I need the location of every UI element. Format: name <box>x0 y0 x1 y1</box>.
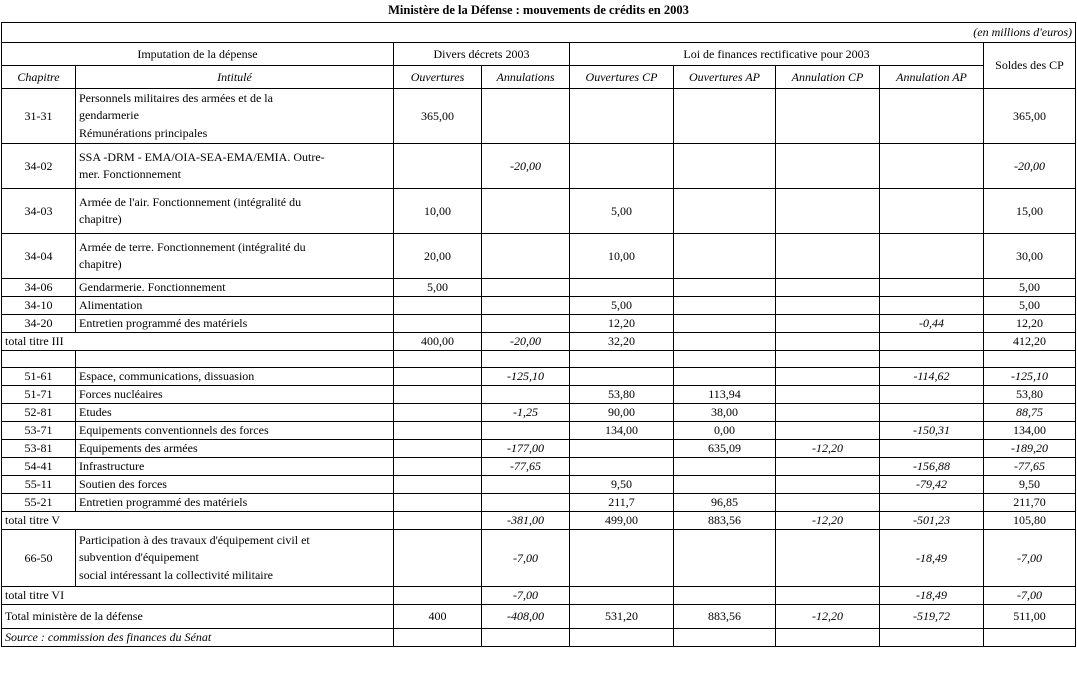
cell-soldes: -20,00 <box>984 144 1076 189</box>
intitule-line: Armée de l'air. Fonctionnement (intégralité du <box>79 194 302 209</box>
cell-chapitre: 51-61 <box>2 368 76 386</box>
total-annulation-ap <box>880 333 984 351</box>
total-ouvertures <box>394 587 482 605</box>
cell-intitule: Forces nucléaires <box>76 386 394 404</box>
cell-annulations: -20,00 <box>482 144 570 189</box>
cell-intitule: Etudes <box>76 404 394 422</box>
total-annulation-cp: -12,20 <box>776 605 880 629</box>
cell-annulations <box>482 494 570 512</box>
table-row <box>2 476 1076 494</box>
cell-annulations <box>482 234 570 279</box>
total-ouvertures-cp: 499,00 <box>570 512 674 530</box>
table-row <box>2 234 1076 279</box>
cell-annulation-ap <box>880 144 984 189</box>
cell-soldes: 88,75 <box>984 404 1076 422</box>
cell-ouvertures-ap <box>674 89 776 144</box>
cell-chapitre: 66-50 <box>2 530 76 587</box>
cell-annulations <box>482 89 570 144</box>
cell-annulations <box>482 315 570 333</box>
cell-ouvertures <box>394 458 482 476</box>
cell-ouvertures-cp <box>570 440 674 458</box>
total-label: total titre V <box>2 512 394 530</box>
total-annulations: -7,00 <box>482 587 570 605</box>
intitule-line: mer. Fonctionnement <box>79 167 181 182</box>
cell-annulation-ap: -79,42 <box>880 476 984 494</box>
cell-chapitre: 55-21 <box>2 494 76 512</box>
cell-annulation-cp <box>776 404 880 422</box>
header-sub-row <box>2 66 1076 89</box>
total-row-titre-v <box>2 512 1076 530</box>
cell-ouvertures-cp <box>570 530 674 587</box>
total-soldes: 105,80 <box>984 512 1076 530</box>
header-ouvertures: Ouvertures <box>394 66 482 89</box>
cell-ouvertures <box>394 386 482 404</box>
total-annulation-cp <box>776 587 880 605</box>
table-row <box>2 297 1076 315</box>
cell-ouvertures: 365,00 <box>394 89 482 144</box>
cell-soldes: 53,80 <box>984 386 1076 404</box>
cell-annulation-ap <box>880 297 984 315</box>
source-empty-cell <box>880 629 984 647</box>
source-empty-cell <box>570 629 674 647</box>
cell-chapitre: 31-31 <box>2 89 76 144</box>
cell-ouvertures-ap <box>674 368 776 386</box>
total-ouvertures-ap: 883,56 <box>674 605 776 629</box>
total-soldes: 511,00 <box>984 605 1076 629</box>
cell-annulation-cp <box>776 279 880 297</box>
intitule-line: subvention d'équipement <box>79 550 199 565</box>
cell-soldes: 9,50 <box>984 476 1076 494</box>
intitule-line: Personnels militaires des armées et de la <box>79 91 273 105</box>
header-intitule: Intitulé <box>76 66 394 89</box>
intitule-line: social intéressant la collectivité militaire <box>79 567 273 582</box>
cell-ouvertures-ap <box>674 279 776 297</box>
spacer-cell <box>674 351 776 368</box>
cell-intitule: Equipements des armées <box>76 440 394 458</box>
cell-intitule <box>76 189 394 234</box>
total-annulation-ap: -519,72 <box>880 605 984 629</box>
cell-annulations <box>482 422 570 440</box>
intitule-line: chapitre) <box>79 212 122 227</box>
cell-ouvertures <box>394 440 482 458</box>
total-annulations: -20,00 <box>482 333 570 351</box>
cell-chapitre: 53-71 <box>2 422 76 440</box>
cell-annulation-ap <box>880 440 984 458</box>
cell-annulation-ap: -114,62 <box>880 368 984 386</box>
cell-ouvertures <box>394 144 482 189</box>
intitule-line: Participation à des travaux d'équipement civil et <box>79 533 310 548</box>
total-label: total titre VI <box>2 587 394 605</box>
spacer-cell <box>2 351 76 368</box>
cell-ouvertures-ap <box>674 189 776 234</box>
cell-ouvertures-ap <box>674 476 776 494</box>
cell-annulation-ap: -0,44 <box>880 315 984 333</box>
spacer-cell <box>776 351 880 368</box>
source-row <box>2 629 1076 647</box>
cell-ouvertures <box>394 404 482 422</box>
cell-annulations: -7,00 <box>482 530 570 587</box>
table-row <box>2 422 1076 440</box>
cell-annulation-cp <box>776 458 880 476</box>
cell-intitule: Espace, communications, dissuasion <box>76 368 394 386</box>
table-row <box>2 279 1076 297</box>
cell-ouvertures-cp: 5,00 <box>570 189 674 234</box>
cell-soldes: 5,00 <box>984 279 1076 297</box>
cell-ouvertures-cp <box>570 144 674 189</box>
cell-annulation-cp <box>776 368 880 386</box>
header-divers-decrets: Divers décrets 2003 <box>394 43 570 66</box>
total-row-titre-vi <box>2 587 1076 605</box>
table-row <box>2 458 1076 476</box>
source-empty-cell <box>776 629 880 647</box>
cell-annulation-ap: -156,88 <box>880 458 984 476</box>
source-empty-cell <box>482 629 570 647</box>
cell-annulation-ap: -150,31 <box>880 422 984 440</box>
cell-soldes: 30,00 <box>984 234 1076 279</box>
cell-annulations: -77,65 <box>482 458 570 476</box>
cell-ouvertures <box>394 315 482 333</box>
cell-annulation-cp <box>776 297 880 315</box>
cell-ouvertures-cp: 10,00 <box>570 234 674 279</box>
cell-annulations <box>482 189 570 234</box>
spacer-cell <box>394 351 482 368</box>
total-annulation-cp: -12,20 <box>776 512 880 530</box>
table-row <box>2 315 1076 333</box>
spacer-cell <box>76 351 394 368</box>
cell-soldes: -189,20 <box>984 440 1076 458</box>
cell-intitule <box>76 530 394 587</box>
cell-annulation-cp <box>776 386 880 404</box>
total-soldes: 412,20 <box>984 333 1076 351</box>
cell-chapitre: 34-10 <box>2 297 76 315</box>
cell-annulation-cp <box>776 89 880 144</box>
cell-ouvertures-ap: 635,09 <box>674 440 776 458</box>
table-row <box>2 440 1076 458</box>
header-annulations: Annulations <box>482 66 570 89</box>
total-ouvertures-ap <box>674 587 776 605</box>
cell-ouvertures-cp: 134,00 <box>570 422 674 440</box>
total-ouvertures-ap: 883,56 <box>674 512 776 530</box>
total-row-general <box>2 605 1076 629</box>
total-annulation-cp <box>776 333 880 351</box>
cell-ouvertures-ap: 113,94 <box>674 386 776 404</box>
header-lfr: Loi de finances rectificative pour 2003 <box>570 43 984 66</box>
cell-chapitre: 55-11 <box>2 476 76 494</box>
cell-soldes: -125,10 <box>984 368 1076 386</box>
total-ouvertures: 400,00 <box>394 333 482 351</box>
cell-ouvertures-ap <box>674 297 776 315</box>
cell-annulation-ap <box>880 386 984 404</box>
header-annulation-cp: Annulation CP <box>776 66 880 89</box>
cell-annulation-cp: -12,20 <box>776 440 880 458</box>
cell-intitule: Infrastructure <box>76 458 394 476</box>
cell-ouvertures-ap <box>674 530 776 587</box>
table-row <box>2 530 1076 587</box>
spacer-cell <box>984 351 1076 368</box>
cell-chapitre: 54-41 <box>2 458 76 476</box>
cell-ouvertures-cp <box>570 368 674 386</box>
cell-ouvertures-ap <box>674 458 776 476</box>
cell-ouvertures-ap <box>674 315 776 333</box>
cell-annulation-cp <box>776 530 880 587</box>
intitule-line: Rémunérations principales <box>79 125 208 140</box>
units-note: (en millions d'euros) <box>2 23 1076 43</box>
total-annulations: -381,00 <box>482 512 570 530</box>
table-row <box>2 89 1076 144</box>
cell-annulation-ap <box>880 234 984 279</box>
total-label: total titre III <box>2 333 394 351</box>
cell-intitule: Alimentation <box>76 297 394 315</box>
cell-annulation-ap <box>880 279 984 297</box>
cell-chapitre: 53-81 <box>2 440 76 458</box>
cell-annulation-cp <box>776 494 880 512</box>
cell-ouvertures <box>394 422 482 440</box>
total-ouvertures-ap <box>674 333 776 351</box>
cell-intitule: Entretien programmé des matériels <box>76 315 394 333</box>
cell-annulations <box>482 279 570 297</box>
cell-ouvertures <box>394 368 482 386</box>
cell-annulations <box>482 386 570 404</box>
spacer-cell <box>570 351 674 368</box>
cell-soldes: 5,00 <box>984 297 1076 315</box>
cell-intitule: Soutien des forces <box>76 476 394 494</box>
cell-soldes: 15,00 <box>984 189 1076 234</box>
total-ouvertures-cp: 32,20 <box>570 333 674 351</box>
cell-soldes: 365,00 <box>984 89 1076 144</box>
cell-intitule: Entretien programmé des matériels <box>76 494 394 512</box>
total-ouvertures-cp: 531,20 <box>570 605 674 629</box>
cell-annulation-ap <box>880 404 984 422</box>
cell-ouvertures-ap <box>674 144 776 189</box>
total-ouvertures-cp <box>570 587 674 605</box>
cell-intitule: Equipements conventionnels des forces <box>76 422 394 440</box>
cell-ouvertures <box>394 297 482 315</box>
cell-annulations <box>482 476 570 494</box>
cell-ouvertures: 5,00 <box>394 279 482 297</box>
cell-ouvertures-cp: 211,7 <box>570 494 674 512</box>
header-group-row <box>2 43 1076 66</box>
header-ouvertures-ap: Ouvertures AP <box>674 66 776 89</box>
cell-annulation-ap <box>880 494 984 512</box>
header-ouvertures-cp: Ouvertures CP <box>570 66 674 89</box>
spacer-row <box>2 351 1076 368</box>
table-row <box>2 144 1076 189</box>
cell-ouvertures-cp <box>570 89 674 144</box>
source-note: Source : commission des finances du Sénat <box>2 629 394 647</box>
cell-annulation-ap: -18,49 <box>880 530 984 587</box>
source-empty-cell <box>674 629 776 647</box>
cell-annulation-cp <box>776 422 880 440</box>
cell-chapitre: 34-02 <box>2 144 76 189</box>
cell-soldes: 12,20 <box>984 315 1076 333</box>
cell-chapitre: 34-20 <box>2 315 76 333</box>
credits-table <box>1 22 1076 647</box>
cell-ouvertures-ap: 38,00 <box>674 404 776 422</box>
cell-ouvertures <box>394 530 482 587</box>
cell-ouvertures-cp: 5,00 <box>570 297 674 315</box>
cell-chapitre: 34-03 <box>2 189 76 234</box>
table-row <box>2 189 1076 234</box>
spacer-cell <box>482 351 570 368</box>
intitule-line: Armée de terre. Fonctionnement (intégralité du <box>79 239 306 254</box>
units-row <box>2 23 1076 43</box>
cell-annulation-cp <box>776 234 880 279</box>
table-row <box>2 404 1076 422</box>
cell-intitule <box>76 144 394 189</box>
cell-chapitre: 34-04 <box>2 234 76 279</box>
cell-ouvertures-ap: 96,85 <box>674 494 776 512</box>
table-row <box>2 494 1076 512</box>
cell-annulations: -125,10 <box>482 368 570 386</box>
source-empty-cell <box>394 629 482 647</box>
cell-annulation-cp <box>776 476 880 494</box>
cell-annulations: -177,00 <box>482 440 570 458</box>
cell-ouvertures-cp <box>570 458 674 476</box>
total-row-titre-iii <box>2 333 1076 351</box>
total-annulation-ap: -18,49 <box>880 587 984 605</box>
cell-ouvertures-cp: 12,20 <box>570 315 674 333</box>
source-empty-cell <box>984 629 1076 647</box>
cell-ouvertures-cp: 53,80 <box>570 386 674 404</box>
cell-soldes: 211,70 <box>984 494 1076 512</box>
total-ouvertures <box>394 512 482 530</box>
header-soldes-cp: Soldes des CP <box>984 43 1076 89</box>
cell-soldes: 134,00 <box>984 422 1076 440</box>
cell-ouvertures: 20,00 <box>394 234 482 279</box>
cell-annulations: -1,25 <box>482 404 570 422</box>
intitule-line: chapitre) <box>79 257 122 272</box>
header-imputation: Imputation de la dépense <box>2 43 394 66</box>
cell-annulation-ap <box>880 189 984 234</box>
header-annulation-ap: Annulation AP <box>880 66 984 89</box>
total-annulations: -408,00 <box>482 605 570 629</box>
cell-soldes: -77,65 <box>984 458 1076 476</box>
cell-intitule <box>76 89 394 144</box>
table-row <box>2 368 1076 386</box>
page-title: Ministère de la Défense : mouvements de crédits en 2003 <box>388 3 689 17</box>
total-annulation-ap: -501,23 <box>880 512 984 530</box>
cell-annulation-cp <box>776 189 880 234</box>
intitule-line: SSA -DRM - EMA/OIA-SEA-EMA/EMIA. Outre- <box>79 149 325 164</box>
cell-chapitre: 34-06 <box>2 279 76 297</box>
total-soldes: -7,00 <box>984 587 1076 605</box>
cell-annulation-ap <box>880 89 984 144</box>
cell-intitule <box>76 234 394 279</box>
cell-soldes: -7,00 <box>984 530 1076 587</box>
cell-ouvertures-cp: 9,50 <box>570 476 674 494</box>
spacer-cell <box>880 351 984 368</box>
cell-annulation-cp <box>776 144 880 189</box>
cell-ouvertures <box>394 494 482 512</box>
cell-ouvertures-ap: 0,00 <box>674 422 776 440</box>
cell-ouvertures-ap <box>674 234 776 279</box>
cell-ouvertures: 10,00 <box>394 189 482 234</box>
cell-annulation-cp <box>776 315 880 333</box>
cell-ouvertures-cp <box>570 279 674 297</box>
cell-intitule: Gendarmerie. Fonctionnement <box>76 279 394 297</box>
intitule-line: gendarmerie <box>79 108 139 123</box>
total-ouvertures: 400 <box>394 605 482 629</box>
cell-chapitre: 52-81 <box>2 404 76 422</box>
cell-chapitre: 51-71 <box>2 386 76 404</box>
table-row <box>2 386 1076 404</box>
total-label: Total ministère de la défense <box>2 605 394 629</box>
cell-annulations <box>482 297 570 315</box>
cell-ouvertures-cp: 90,00 <box>570 404 674 422</box>
cell-ouvertures <box>394 476 482 494</box>
header-chapitre: Chapitre <box>2 66 76 89</box>
